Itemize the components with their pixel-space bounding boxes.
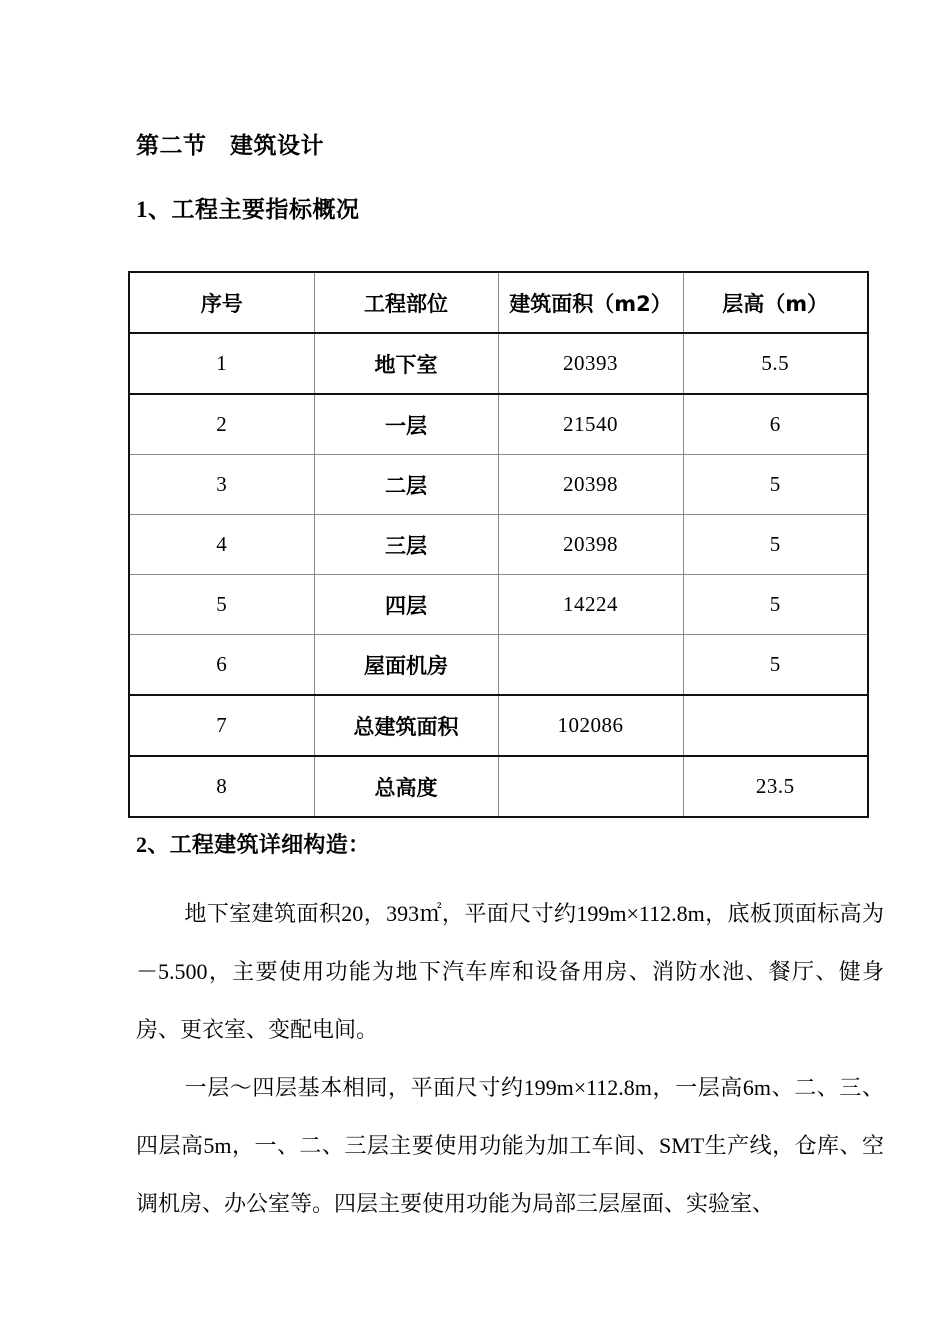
table-header-area: 建筑面积（m2） xyxy=(498,272,683,333)
table-header-seq: 序号 xyxy=(129,272,314,333)
section-heading: 第二节 建筑设计 xyxy=(136,133,324,158)
table-row xyxy=(129,394,868,455)
cell-seq: 6 xyxy=(129,635,314,696)
cell-area: 20398 xyxy=(498,515,683,575)
table-row xyxy=(129,515,868,575)
project-indicators-table xyxy=(128,271,869,818)
table-row xyxy=(129,635,868,696)
cell-height: 5 xyxy=(683,455,868,515)
table-row xyxy=(129,695,868,756)
paragraph-basement xyxy=(136,885,884,1059)
cell-part: 二层 xyxy=(314,455,498,515)
cell-height: 23.5 xyxy=(683,756,868,817)
cell-seq: 7 xyxy=(129,695,314,756)
paragraph-text: 一层～四层基本相同，平面尺寸约199m×112.8m，一层高6m、二、三、四层高5m，一、二、三层主要使用功能为加工车间、SMT生产线，仓库、空调机房、办公室等。四层主要使用功能为局部三层屋面、实验室、 xyxy=(136,1075,884,1216)
cell-area: 20398 xyxy=(498,455,683,515)
table-row xyxy=(129,333,868,394)
cell-part: 总高度 xyxy=(314,756,498,817)
table-header-part: 工程部位 xyxy=(314,272,498,333)
cell-part: 总建筑面积 xyxy=(314,695,498,756)
cell-seq: 2 xyxy=(129,394,314,455)
cell-part: 地下室 xyxy=(314,333,498,394)
subsection-heading-2: 2、工程建筑详细构造： xyxy=(136,832,371,857)
cell-area: 102086 xyxy=(498,695,683,756)
cell-area: 14224 xyxy=(498,575,683,635)
cell-seq: 5 xyxy=(129,575,314,635)
cell-area xyxy=(498,635,683,696)
table-header-height: 层高（m） xyxy=(683,272,868,333)
cell-seq: 4 xyxy=(129,515,314,575)
cell-height: 5 xyxy=(683,575,868,635)
cell-height xyxy=(683,695,868,756)
cell-height: 5 xyxy=(683,635,868,696)
paragraph-text: 地下室建筑面积20，393㎡，平面尺寸约199m×112.8m，底板顶面标高为－5.500，主要使用功能为地下汽车库和设备用房、消防水池、餐厅、健身房、更衣室、变配电间。 xyxy=(136,901,884,1042)
table-row xyxy=(129,575,868,635)
cell-part: 三层 xyxy=(314,515,498,575)
cell-seq: 1 xyxy=(129,333,314,394)
cell-height: 5.5 xyxy=(683,333,868,394)
table-header-row xyxy=(129,272,868,333)
cell-area: 20393 xyxy=(498,333,683,394)
subsection-heading-1: 1、工程主要指标概况 xyxy=(136,197,360,222)
cell-seq: 3 xyxy=(129,455,314,515)
cell-part: 屋面机房 xyxy=(314,635,498,696)
body-text-block xyxy=(136,885,884,1233)
table-row xyxy=(129,756,868,817)
cell-area xyxy=(498,756,683,817)
cell-height: 5 xyxy=(683,515,868,575)
cell-part: 四层 xyxy=(314,575,498,635)
paragraph-floors xyxy=(136,1059,884,1233)
table-row xyxy=(129,455,868,515)
cell-seq: 8 xyxy=(129,756,314,817)
cell-part: 一层 xyxy=(314,394,498,455)
cell-height: 6 xyxy=(683,394,868,455)
cell-area: 21540 xyxy=(498,394,683,455)
